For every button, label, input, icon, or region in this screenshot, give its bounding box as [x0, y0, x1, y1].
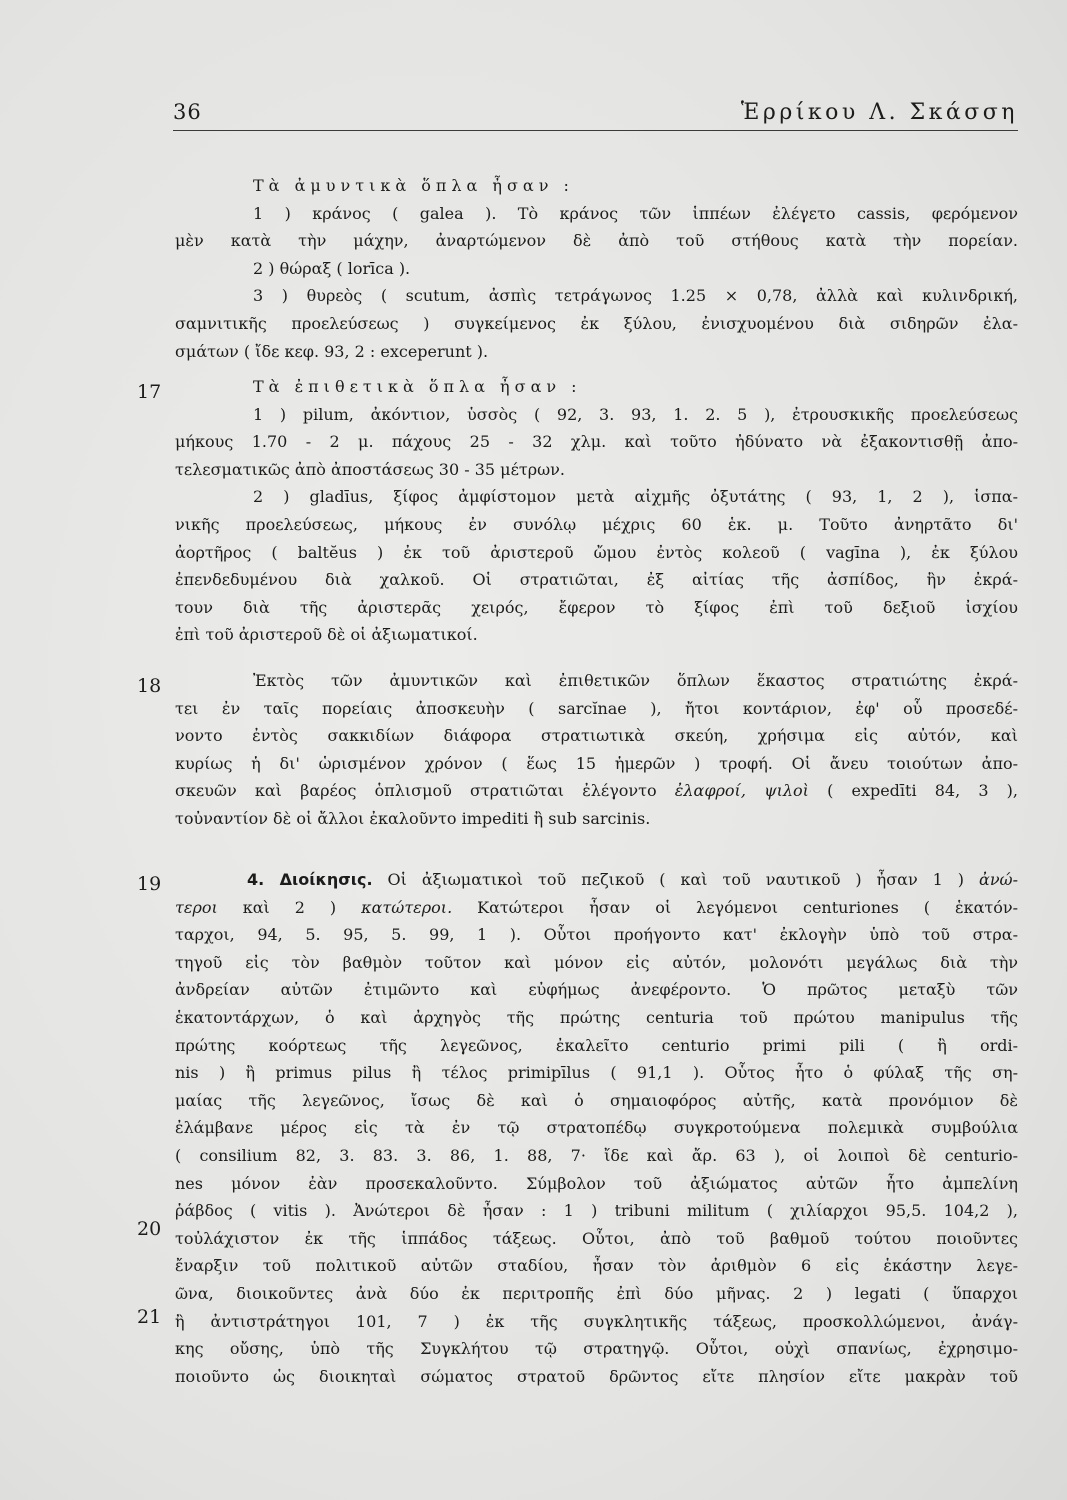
- text-line: τηγοῦ εἰς τὸν βαθμὸν τοῦτον καὶ μόνον εἰς αὐτόν, μολονότι μεγάλως διὰ τὴν: [175, 952, 1018, 972]
- page-number: 36: [173, 100, 202, 124]
- text-line: σμάτων ( ἴδε κεφ. 93, 2 : exceperunt ).: [175, 341, 489, 361]
- text-line: ποιοῦντο ὡς διοικηταὶ σώματος στρατοῦ δρῶντος εἴτε πλησίον εἴτε μακρὰν τοῦ: [175, 1366, 1018, 1386]
- text-line: ἔναρξιν τοῦ πολιτικοῦ αὐτῶν σταδίου, ἦσαν τὸν ἀριθμὸν 6 εἰς ἑκάστην λεγε-: [175, 1256, 1018, 1276]
- margin-number-20: 20: [137, 1218, 162, 1240]
- text-line: κυρίως ἡ δι' ὡρισμένον χρόνον ( ἕως 15 ἡμερῶν ) τροφή. Οἱ ἄνευ τοιούτων ἀπο-: [175, 753, 1018, 773]
- text-line: μὲν κατὰ τὴν μάχην, ἀναρτώμενον δὲ ἀπὸ τοῦ στήθους κατὰ τὴν πορείαν.: [175, 231, 1018, 251]
- text-line: τει ἐν ταῖς πορείαις ἀποσκευὴν ( sarcĭnae ), ἤτοι κοντάριον, ἐφ' οὗ προσεδέ-: [175, 698, 1018, 718]
- text-line: μαίας τῆς λεγεῶνος, ἴσως δὲ καὶ ὁ σημαιοφόρος αὐτῆς, κατὰ προνόμιον δὲ: [175, 1090, 1018, 1110]
- text-line: πρώτης κοόρτεως τῆς λεγεῶνος, ἐκαλεῖτο centurio primi pili ( ἢ ordi-: [175, 1035, 1018, 1055]
- text-line: nis ) ἢ primus pilus ἢ τέλος primipīlus ( 91,1 ). Οὗτος ἦτο ὁ φύλαξ τῆς ση-: [175, 1063, 1018, 1083]
- text-line: 2 ) gladīus, ξίφος ἀμφίστομον μετὰ αἰχμῆς ὀξυτάτης ( 93, 1, 2 ), ἱσπα-: [253, 487, 1018, 507]
- margin-number-18: 18: [137, 675, 162, 697]
- text-line: σκευῶν καὶ βαρέος ὁπλισμοῦ στρατιῶται ἐλέγοντο ἐλαφροί, ψιλοὶ ( expedīti 84, 3 ),: [175, 781, 1018, 801]
- margin-number-21: 21: [137, 1306, 162, 1328]
- text-line: ταρχοι, 94, 5. 95, 5. 99, 1 ). Οὗτοι προήγοντο κατ' ἐκλογὴν ὑπὸ τοῦ στρα-: [175, 925, 1018, 945]
- text-line: τοὐλάχιστον ἐκ τῆς ἱππάδος τάξεως. Οὗτοι, ἀπὸ τοῦ βαθμοῦ τούτου ποιοῦντες: [175, 1228, 1018, 1248]
- text-line: ἢ ἀντιστράτηγοι 101, 7 ) ἐκ τῆς συγκλητικῆς τάξεως, προσκολλώμενοι, ἀνάγ-: [175, 1311, 1018, 1331]
- text-line: ἐλάμβανε μέρος εἰς τὰ ἐν τῷ στρατοπέδῳ συγκροτούμενα πολεμικὰ συμβούλια: [175, 1118, 1018, 1138]
- text-line: ἐπὶ τοῦ ἀριστεροῦ δὲ οἱ ἀξιωματικοί.: [175, 625, 478, 645]
- section-baggage: [175, 671, 1018, 837]
- subheading-offensive: Τὰ ἐπιθετικὰ ὅπλα ἦσαν :: [253, 377, 582, 396]
- text-line: ἀορτῆρος ( baltĕus ) ἐκ τοῦ ἀριστεροῦ ὤμου ἐντὸς κολεοῦ ( vagīna ), ἐκ ξύλου: [175, 542, 1018, 562]
- page-header: [173, 100, 1018, 131]
- text-line: 2 ) θώραξ ( lorīca ).: [253, 258, 411, 278]
- text-line: ῥάβδος ( vitis ). Ἀνώτεροι δὲ ἦσαν : 1 ) tribuni militum ( χιλίαρχοι 95,5. 104,2 ),: [175, 1201, 1018, 1221]
- text-line: κης οὔσης, ὑπὸ τῆς Συγκλήτου τῷ στρατηγῷ. Οὗτοι, οὐχὶ σπανίως, ἐχρησιμο-: [175, 1339, 1018, 1359]
- text-line: ῶνα, διοικοῦντες ἀνὰ δύο ἐκ περιτροπῆς ἐπὶ δύο μῆνας. 2 ) legati ( ὕπαρχοι: [175, 1283, 1018, 1303]
- section-defensive-weapons: [175, 176, 1018, 369]
- text-line: τουν διὰ τῆς ἀριστερᾶς χειρός, ἔφερον τὸ ξίφος ἐπὶ τοῦ δεξιοῦ ἰσχίου: [175, 597, 1018, 617]
- text-line: ἑκατοντάρχων, ὁ καὶ ἀρχηγὸς τῆς πρώτης centuria τοῦ πρώτου manipulus τῆς: [175, 1007, 1018, 1027]
- text-line: τελεσματικῶς ἀπὸ ἀποστάσεως 30 - 35 μέτρων.: [175, 459, 565, 479]
- running-head: Ἑρρίκου Λ. Σκάσση: [740, 100, 1018, 125]
- text-line: τεροι καὶ 2 ) κατώτεροι. Κατώτεροι ἦσαν οἱ λεγόμενοι centuriones ( ἑκατόν-: [175, 897, 1019, 917]
- text-line: ἀνδρείαν αὐτῶν ἐτιμῶντο καὶ εὐφήμως ἀνεφέροντο. Ὁ πρῶτος μεταξὺ τῶν: [175, 980, 1018, 1000]
- text-line: ἐπενδεδυμένου διὰ χαλκοῦ. Οἱ στρατιῶται, ἐξ αἰτίας τῆς ἀσπίδος, ἣν ἐκρά-: [175, 570, 1018, 590]
- text-line: νοντο ἐντὸς σακκιδίων διάφορα στρατιωτικὰ σκεύη, χρήσιμα εἰς αὐτόν, καὶ: [175, 726, 1018, 746]
- section-offensive-weapons: [175, 377, 1018, 653]
- text-line: τοὐναντίον δὲ οἱ ἄλλοι ἐκαλοῦντο impediti ἢ sub sarcinis.: [175, 808, 651, 828]
- section-administration: [175, 870, 1018, 1394]
- text-line: Ἐκτὸς τῶν ἀμυντικῶν καὶ ἐπιθετικῶν ὅπλων ἕκαστος στρατιώτης ἐκρά-: [253, 671, 1018, 690]
- subheading-defensive: Τὰ ἀμυντικὰ ὅπλα ἦσαν :: [253, 176, 574, 195]
- text-line: 4. Διοίκησις. Οἱ ἀξιωματικοὶ τοῦ πεζικοῦ ( καὶ τοῦ ναυτικοῦ ) ἦσαν 1 ) ἀνώ-: [247, 870, 1018, 889]
- text-line: nes μόνον ἐὰν προσεκαλοῦντο. Σύμβολον τοῦ ἀξιώματος αὐτῶν ἦτο ἀμπελίνη: [175, 1173, 1018, 1193]
- margin-number-17: 17: [137, 381, 162, 403]
- text-line: ( consilium 82, 3. 83. 3. 86, 1. 88, 7· ἴδε καὶ ἄρ. 63 ), οἱ λοιποὶ δὲ centurio-: [175, 1145, 1018, 1165]
- text-line: 1 ) pilum, ἀκόντιον, ὑσσὸς ( 92, 3. 93, 1. 2. 5 ), ἐτρουσκικῆς προελεύσεως: [253, 404, 1018, 424]
- text-line: μήκους 1.70 - 2 μ. πάχους 25 - 32 χλμ. καὶ τοῦτο ἠδύνατο νὰ ἐξακοντισθῇ ἀπο-: [175, 432, 1018, 452]
- text-line: σαμνιτικῆς προελεύσεως ) συγκείμενος ἐκ ξύλου, ἐνισχυομένου διὰ σιδηρῶν ἐλα-: [175, 313, 1018, 333]
- text-line: 1 ) κράνος ( galea ). Τὸ κράνος τῶν ἱππέων ἐλέγετο cassis, φερόμενον: [253, 203, 1018, 223]
- text-line: 3 ) θυρεὸς ( scutum, ἀσπὶς τετράγωνος 1.25 × 0,78, ἀλλὰ καὶ κυλινδρική,: [253, 286, 1018, 306]
- margin-number-19: 19: [137, 873, 162, 895]
- text-line: νικῆς προελεύσεως, μήκους ἐν συνόλῳ μέχρις 60 ἑκ. μ. Τοῦτο ἀνηρτᾶτο δι': [175, 514, 1018, 534]
- section-heading: 4. Διοίκησις.: [247, 870, 373, 889]
